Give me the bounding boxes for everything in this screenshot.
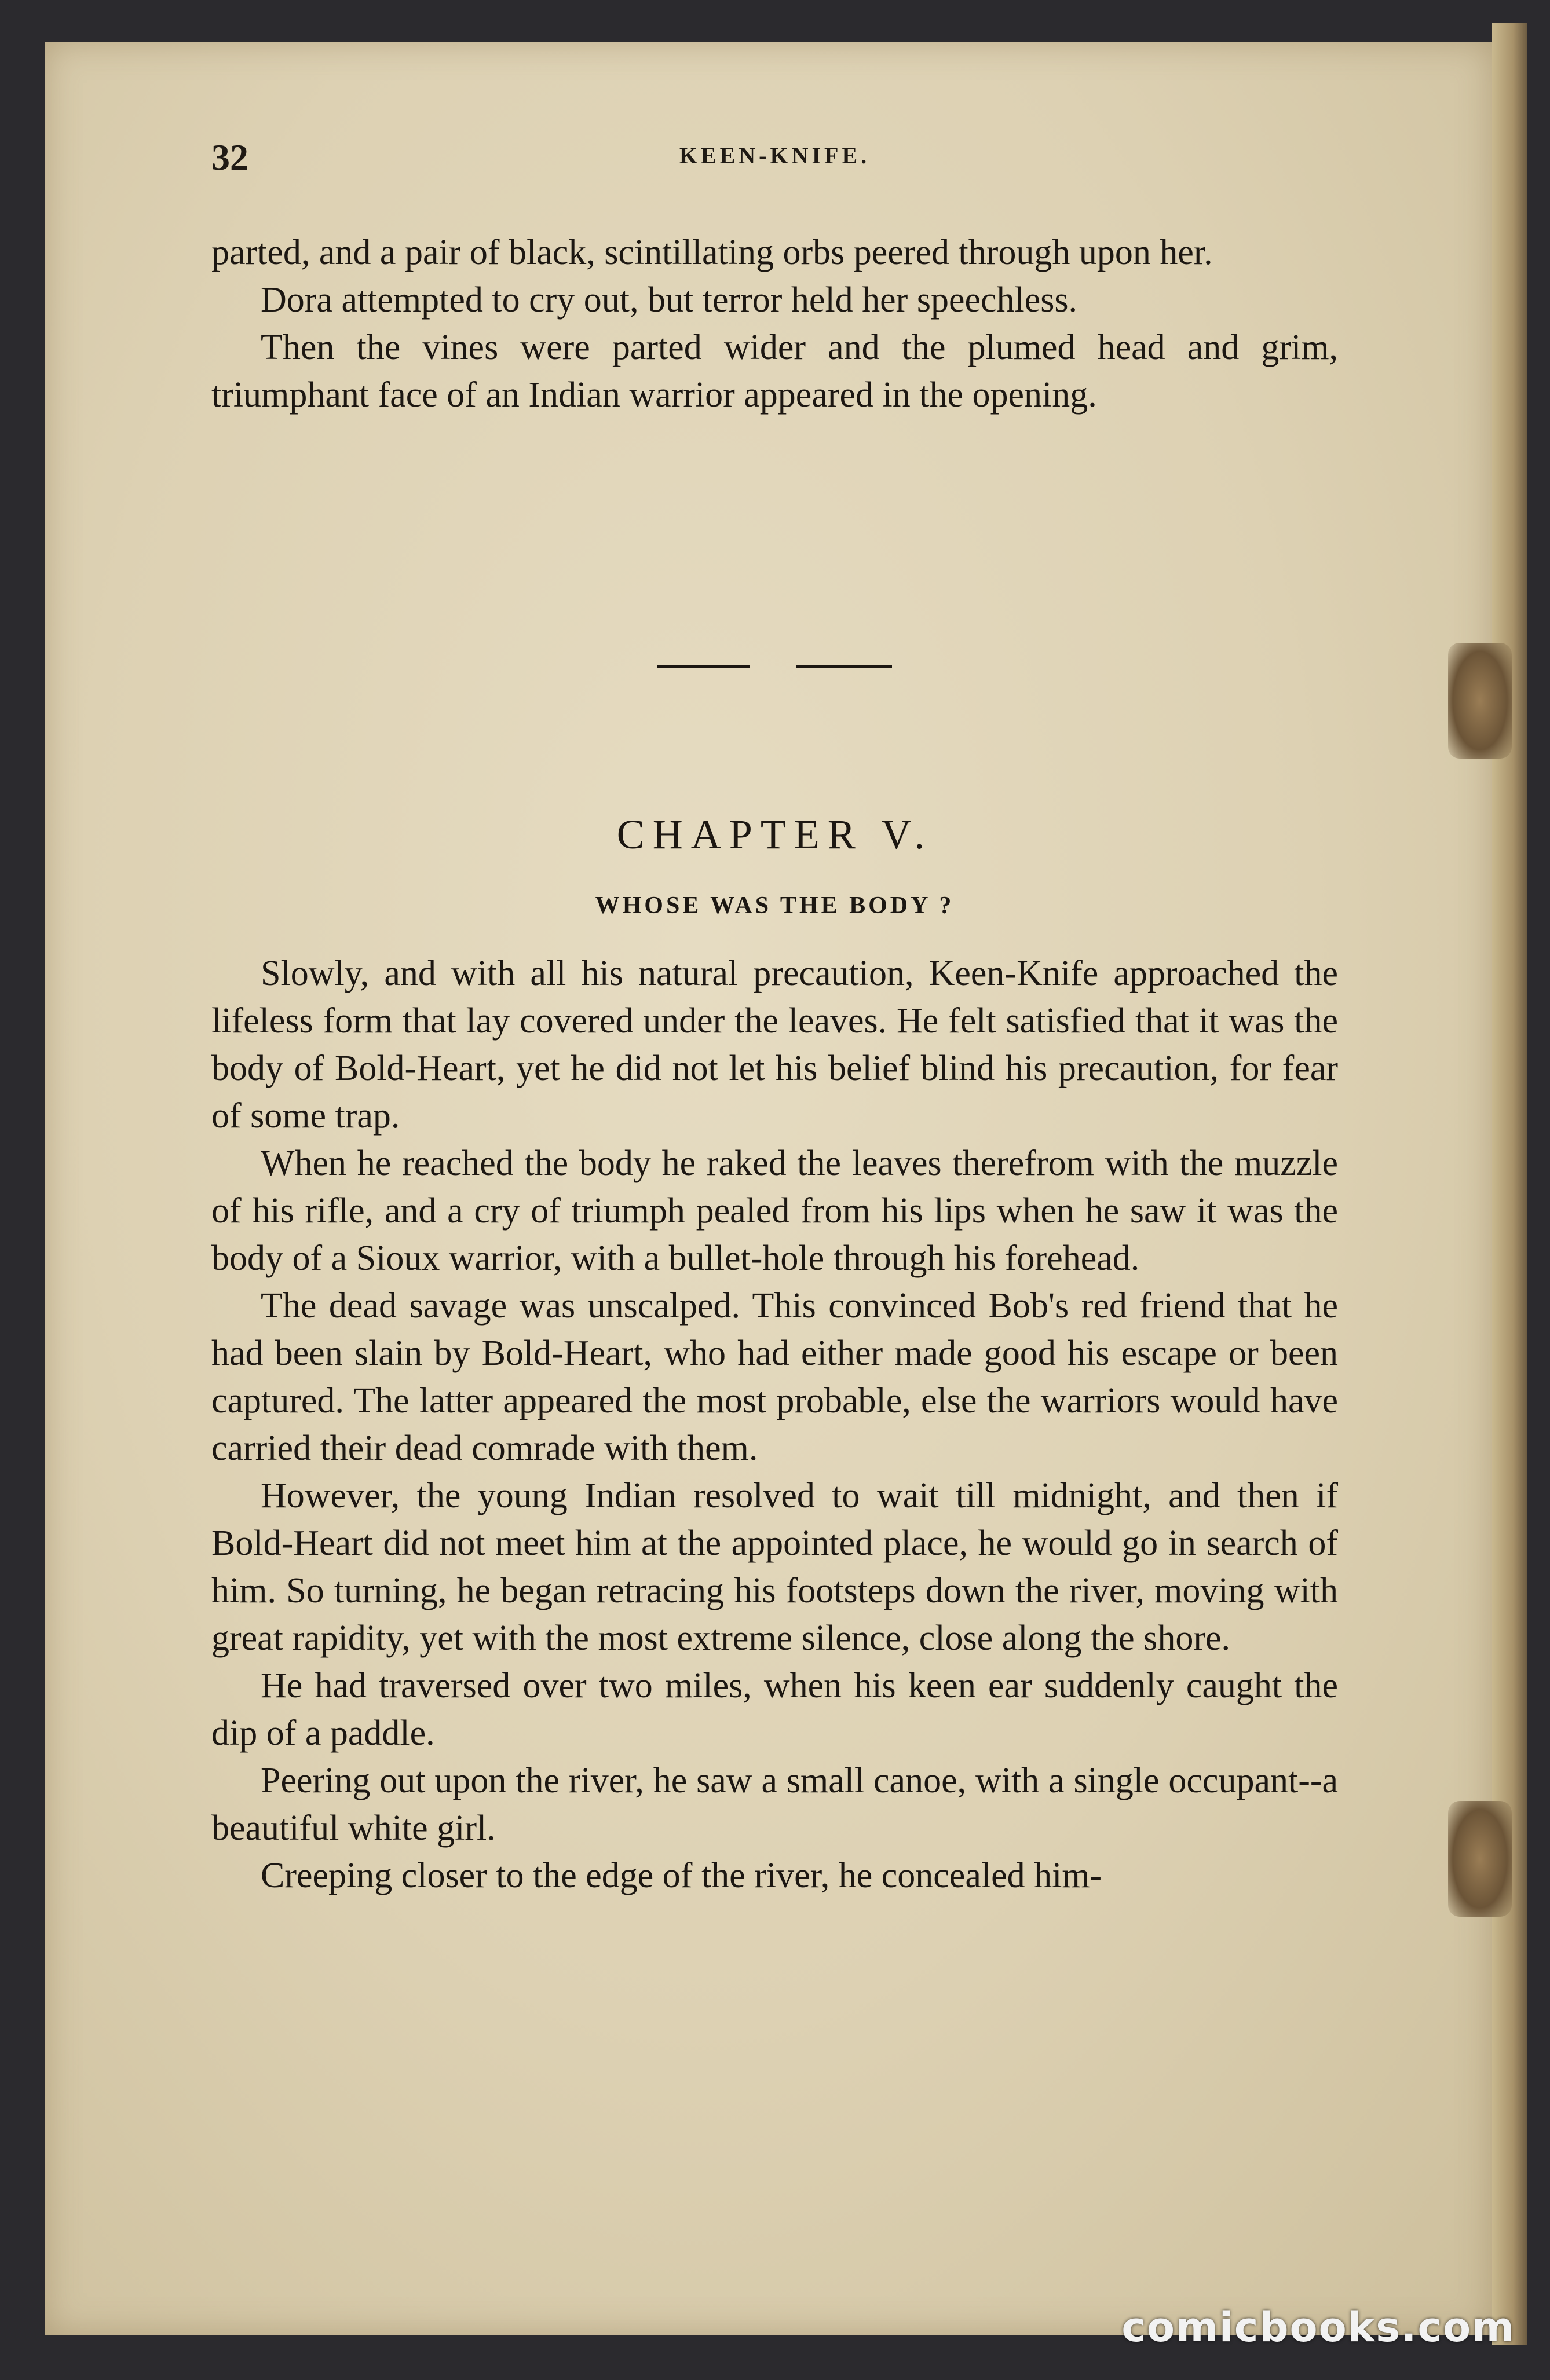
- section-divider: [657, 665, 892, 671]
- chapter-body: [211, 950, 1338, 1899]
- binding-tab-upper: [1448, 643, 1512, 759]
- paragraph: The dead savage was unscalped. This convinced Bob's red friend that he had been slain by Bold-Heart, who had either made good his escape or been captured. The latter appeared the most probable, else the warriors would have carried their dead comrade with them.: [211, 1286, 1338, 1468]
- binding-tab-lower: [1448, 1801, 1512, 1917]
- paragraph: parted, and a pair of black, scintillating orbs peered through upon her.: [211, 233, 1213, 272]
- page-number: 32: [211, 137, 248, 178]
- paragraph: Then the vines were parted wider and the plumed head and grim, triumphant face of an Indian warrior appeared in the opening.: [211, 328, 1338, 415]
- paragraph: Peering out upon the river, he saw a small canoe, with a single occupant--a beautiful white girl.: [211, 1761, 1338, 1848]
- divider-rule-left: [657, 665, 750, 668]
- paragraph: Creeping closer to the edge of the river, he concealed him-: [261, 1856, 1102, 1895]
- running-header: [211, 136, 1338, 182]
- chapter-title: CHAPTER V.: [616, 811, 933, 858]
- running-title: KEEN-KNIFE.: [679, 142, 871, 169]
- paragraph: However, the young Indian resolved to wait till midnight, and then if Bold-Heart did not meet him at the appointed place, he would go in search of him. So turning, he began retracing his footsteps down the river, moving with great rapidity, yet with the most extreme silence, close along the shore.: [211, 1476, 1338, 1658]
- page-edge: [1492, 23, 1527, 2345]
- paragraph: Dora attempted to cry out, but terror held her speechless.: [261, 280, 1078, 320]
- top-text-block: [211, 229, 1338, 419]
- chapter-subtitle: WHOSE WAS THE BODY ?: [595, 892, 955, 919]
- watermark: comicbooks.com: [1121, 2304, 1515, 2351]
- paragraph: Slowly, and with all his natural precaution, Keen-Knife approached the lifeless form that lay covered under the leaves. He felt satisfied that it was the body of Bold-Heart, yet he did not let his belief blind his precaution, for fear of some trap.: [211, 954, 1338, 1136]
- divider-rule-right: [796, 665, 892, 668]
- paragraph: When he reached the body he raked the leaves therefrom with the muzzle of his rifle, and a cry of triumph pealed from his lips when he saw it was the body of a Sioux warrior, with a bullet-hole through his forehead.: [211, 1144, 1338, 1278]
- paragraph: He had traversed over two miles, when his keen ear suddenly caught the dip of a paddle.: [211, 1666, 1338, 1753]
